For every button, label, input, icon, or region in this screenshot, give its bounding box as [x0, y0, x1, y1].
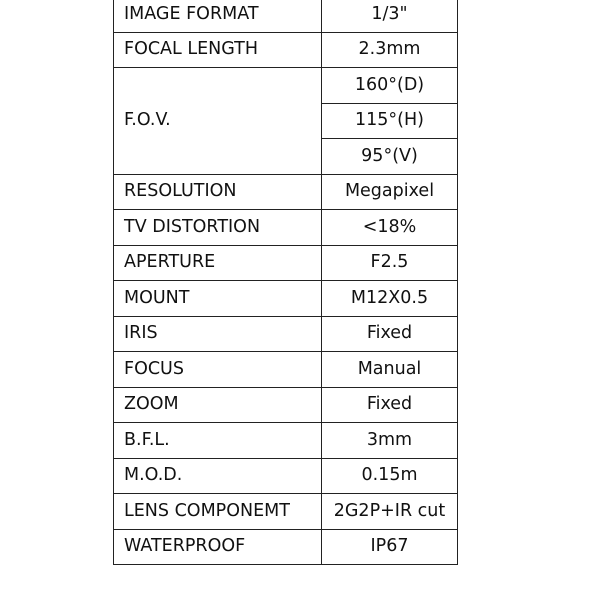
spec-label-focal-length: FOCAL LENGTH	[114, 32, 322, 68]
spec-value-zoom: Fixed	[322, 387, 458, 423]
table-row-aperture	[114, 245, 458, 281]
spec-label-resolution: RESOLUTION	[114, 174, 322, 210]
table-row-lens-component	[114, 494, 458, 530]
table-row-focal-length	[114, 32, 458, 68]
spec-label-focus: FOCUS	[114, 352, 322, 388]
spec-label-aperture: APERTURE	[114, 245, 322, 281]
spec-value-resolution: Megapixel	[322, 174, 458, 210]
spec-label-image-format: IMAGE FORMAT	[114, 0, 322, 32]
spec-value-aperture: F2.5	[322, 245, 458, 281]
spec-label-mount: MOUNT	[114, 281, 322, 317]
spec-value-fov-diagonal: 160°(D)	[322, 68, 458, 104]
spec-label-mod: M.O.D.	[114, 458, 322, 494]
spec-label-tv-distortion: TV DISTORTION	[114, 210, 322, 246]
spec-value-focus: Manual	[322, 352, 458, 388]
spec-value-lens-component: 2G2P+IR cut	[322, 494, 458, 530]
spec-value-tv-distortion: <18%	[322, 210, 458, 246]
table-row-mod	[114, 458, 458, 494]
spec-label-lens-component: LENS COMPONEMT	[114, 494, 322, 530]
table-row-resolution	[114, 174, 458, 210]
spec-label-bfl: B.F.L.	[114, 423, 322, 459]
spec-value-mount: M12X0.5	[322, 281, 458, 317]
spec-label-waterproof: WATERPROOF	[114, 529, 322, 565]
spec-label-zoom: ZOOM	[114, 387, 322, 423]
spec-value-bfl: 3mm	[322, 423, 458, 459]
table-row-mount	[114, 281, 458, 317]
spec-value-mod: 0.15m	[322, 458, 458, 494]
spec-value-fov-vertical: 95°(V)	[322, 139, 458, 175]
table-row-tv-distortion	[114, 210, 458, 246]
table-row-zoom	[114, 387, 458, 423]
lens-spec-table	[113, 0, 458, 565]
spec-value-waterproof: IP67	[322, 529, 458, 565]
spec-value-fov-horizontal: 115°(H)	[322, 103, 458, 139]
table-row-image-format	[114, 0, 458, 32]
spec-label-fov: F.O.V.	[114, 68, 322, 175]
spec-label-iris: IRIS	[114, 316, 322, 352]
table-row-iris	[114, 316, 458, 352]
table-row-focus	[114, 352, 458, 388]
table-row-bfl	[114, 423, 458, 459]
spec-value-focal-length: 2.3mm	[322, 32, 458, 68]
table-row-fov-diagonal	[114, 68, 458, 104]
spec-value-image-format: 1/3"	[322, 0, 458, 32]
spec-value-iris: Fixed	[322, 316, 458, 352]
table-row-waterproof	[114, 529, 458, 565]
